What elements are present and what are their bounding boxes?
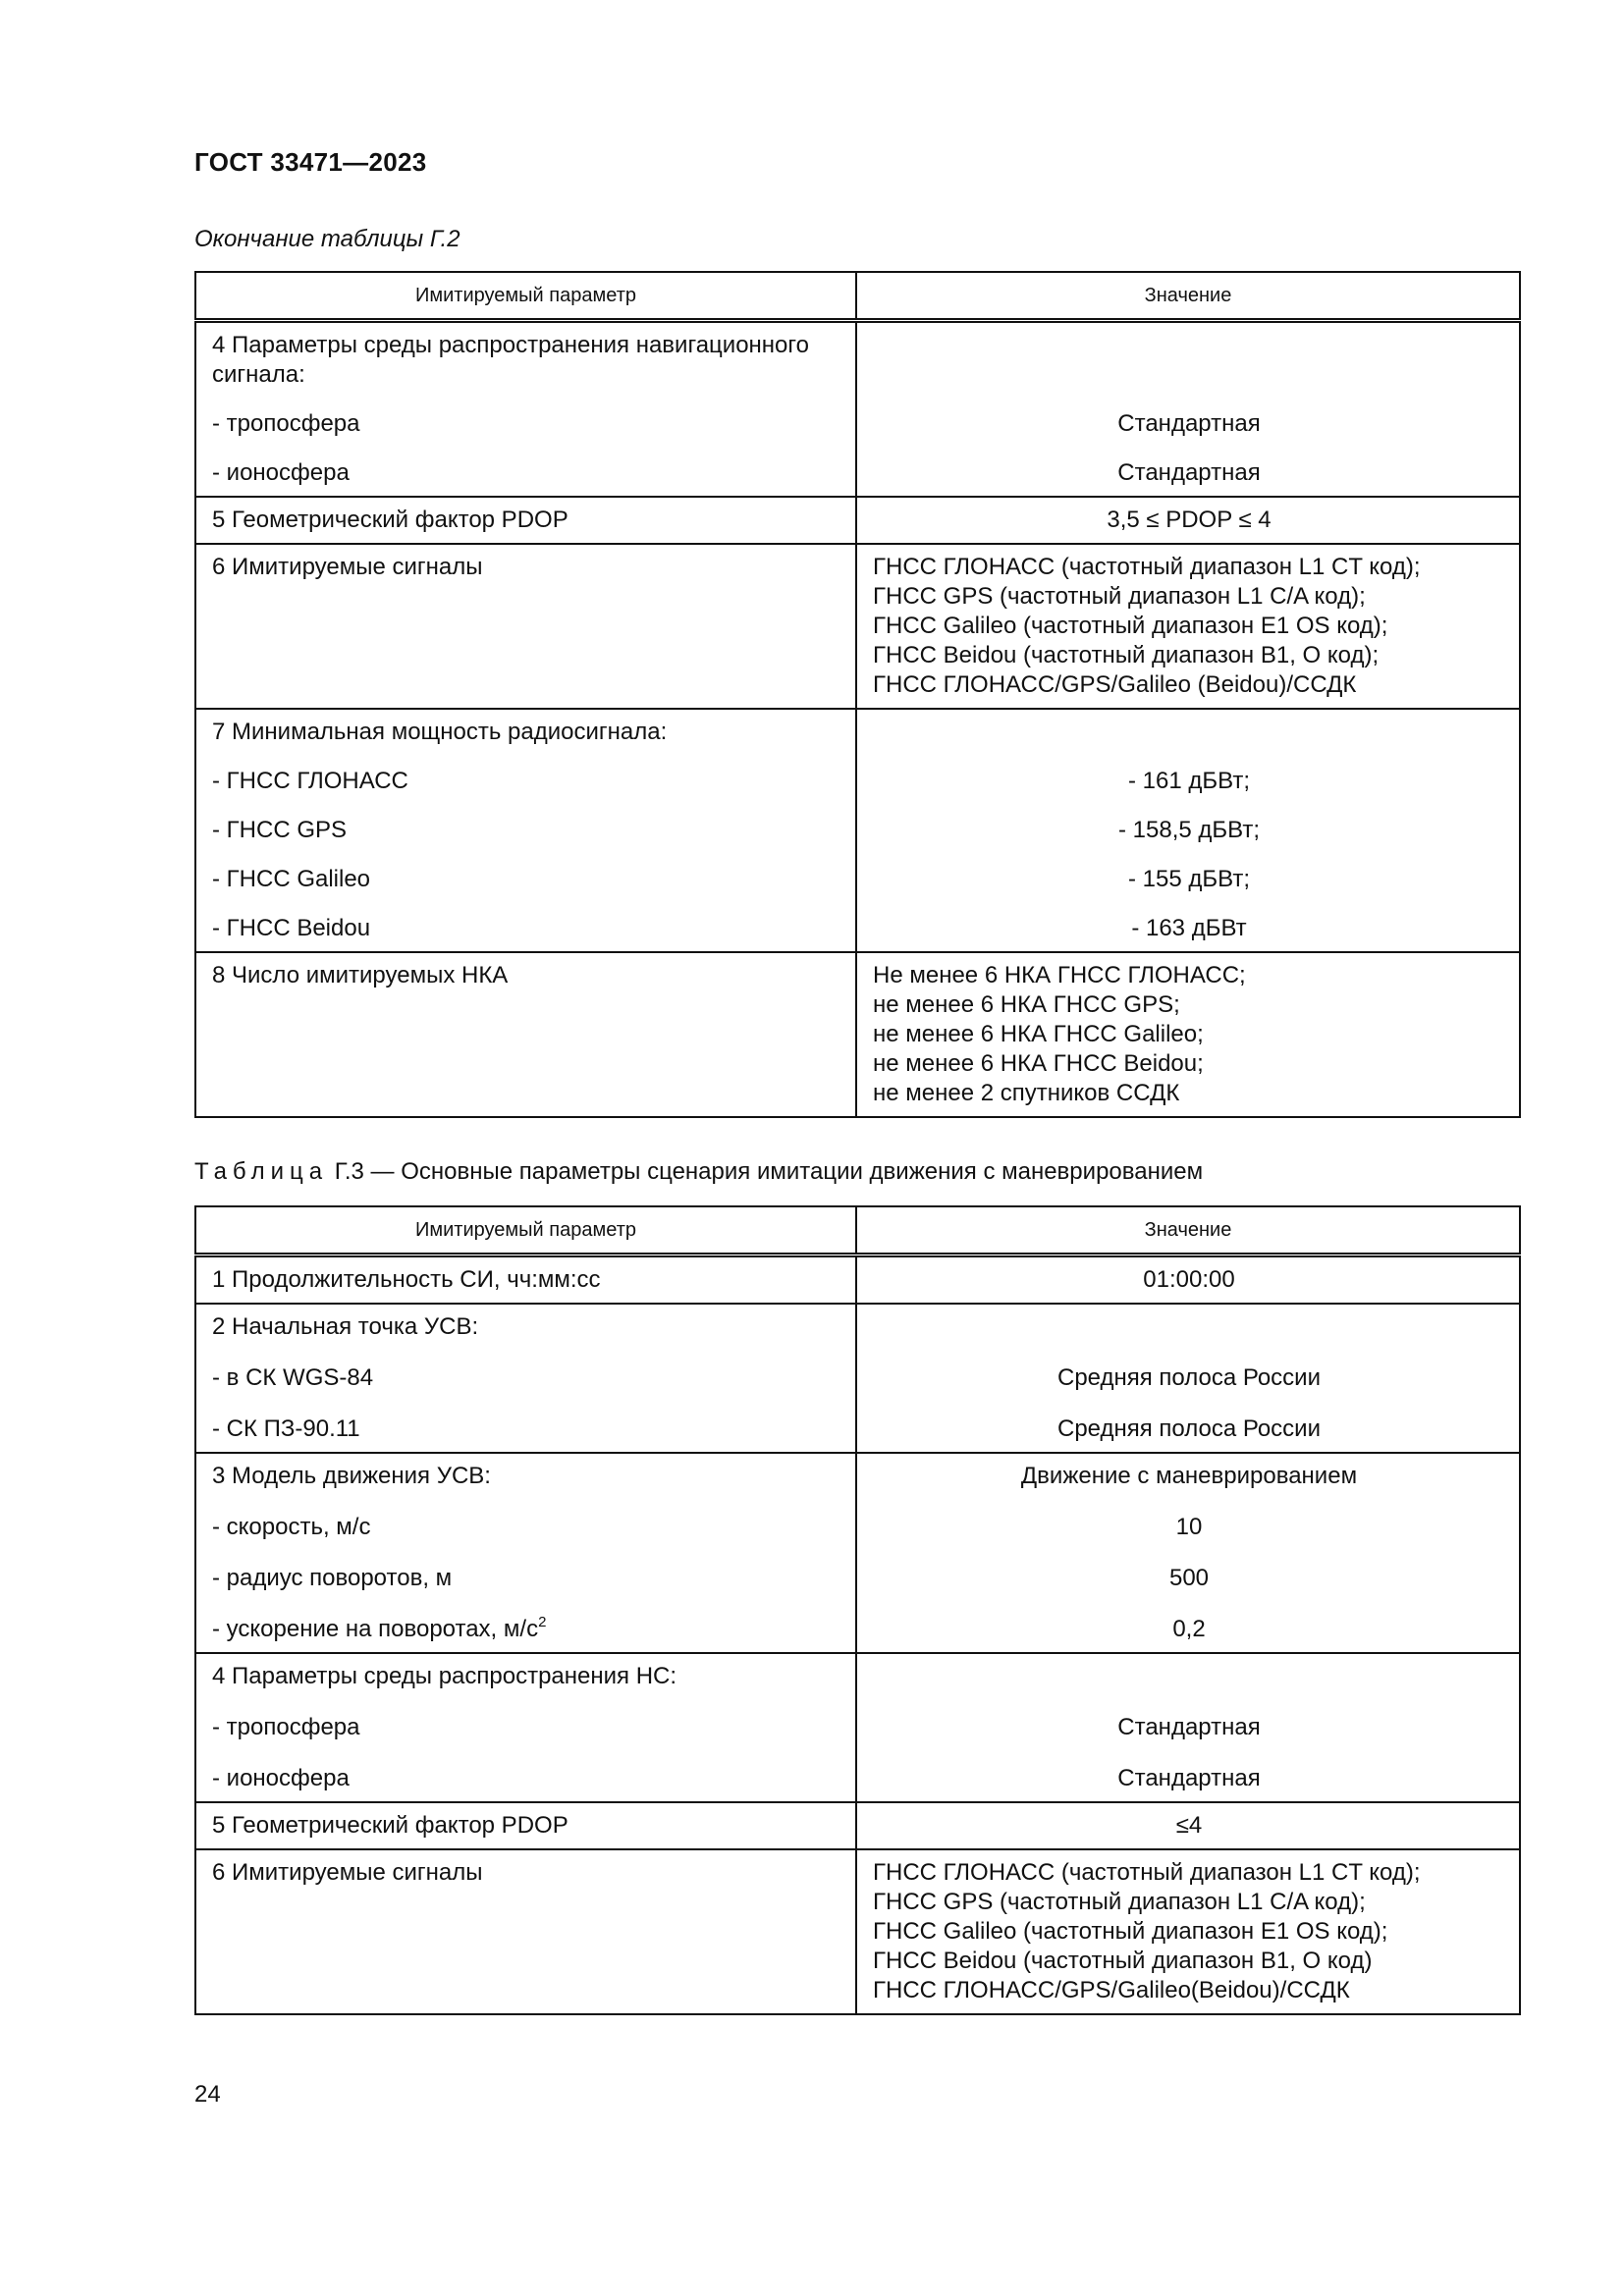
parameter-line: - ионосфера bbox=[212, 459, 350, 486]
value-line bbox=[873, 718, 1505, 747]
parameter-line: 5 Геометрический фактор PDOP bbox=[212, 507, 568, 533]
parameter-cell bbox=[195, 1304, 856, 1453]
value-line: - 158,5 дБВт; bbox=[1117, 817, 1260, 843]
parameter-cell bbox=[195, 709, 856, 952]
value-line: не менее 6 НКА ГНСС Galileo; bbox=[873, 1021, 1204, 1047]
table-caption-title: — Основные параметры сценария имитации движения с маневрированием bbox=[370, 1158, 1204, 1185]
table-continuation-caption: Окончание таблицы Г.2 bbox=[194, 226, 460, 252]
value-line: ГНСС ГЛОНАСС (частотный диапазон L1 CT код); bbox=[873, 1859, 1421, 1886]
parameter-line: - тропосфера bbox=[212, 410, 360, 437]
value-line: Средняя полоса России bbox=[1057, 1364, 1321, 1391]
value-line: не менее 2 спутников ССДК bbox=[873, 1080, 1180, 1106]
value-line: Движение с маневрированием bbox=[1020, 1463, 1358, 1489]
value-line: Стандартная bbox=[1117, 459, 1261, 486]
value-line bbox=[873, 331, 1505, 360]
table-caption-number: Г.3 bbox=[334, 1158, 364, 1185]
page-number: 24 bbox=[194, 2081, 221, 2108]
table-g3-caption bbox=[194, 1158, 1203, 1186]
table-g2-end bbox=[194, 271, 1521, 1118]
parameter-line: - ГНСС Galileo bbox=[212, 866, 371, 892]
value-line: ГНСС ГЛОНАСС/GPS/Galileo (Beidou)/ССДК bbox=[873, 671, 1357, 698]
value-line: Стандартная bbox=[1117, 410, 1261, 437]
column-header-parameter: Имитируемый параметр bbox=[195, 272, 856, 321]
value-cell bbox=[856, 1255, 1520, 1305]
table-row bbox=[195, 1304, 1520, 1453]
value-cell bbox=[856, 1453, 1520, 1653]
parameter-line: - ионосфера bbox=[212, 1765, 350, 1791]
parameter-line-text: - ускорение на поворотах, м/с bbox=[212, 1616, 539, 1642]
table-header-row bbox=[195, 272, 1520, 321]
value-line: ГНСС Beidou (частотный диапазон B1, O код); bbox=[873, 642, 1380, 668]
parameter-cell bbox=[195, 321, 856, 498]
value-cell bbox=[856, 1849, 1520, 2014]
value-line: не менее 6 НКА ГНСС GPS; bbox=[873, 991, 1180, 1018]
value-line: 500 bbox=[1168, 1565, 1210, 1591]
column-header-parameter: Имитируемый параметр bbox=[195, 1206, 856, 1255]
value-line bbox=[873, 1312, 1505, 1342]
value-line: ГНСС ГЛОНАСС (частотный диапазон L1 CT код); bbox=[873, 554, 1421, 580]
table-row bbox=[195, 952, 1520, 1117]
value-line: ГНСС Beidou (частотный диапазон B1, O код) bbox=[873, 1948, 1373, 1974]
value-line: ГНСС GPS (частотный диапазон L1 C/A код); bbox=[873, 1889, 1366, 1915]
parameter-line: 6 Имитируемые сигналы bbox=[212, 1859, 483, 1886]
parameter-line: - скорость, м/с bbox=[212, 1514, 371, 1540]
table-row bbox=[195, 497, 1520, 544]
table-row bbox=[195, 1653, 1520, 1802]
value-cell bbox=[856, 1802, 1520, 1849]
value-cell bbox=[856, 952, 1520, 1117]
table-caption-label: Таблица bbox=[194, 1158, 329, 1185]
parameter-cell bbox=[195, 1453, 856, 1653]
table-row bbox=[195, 321, 1520, 498]
parameter-line: сигнала: bbox=[212, 361, 305, 388]
value-line: - 163 дБВт bbox=[1131, 915, 1247, 941]
table-header-row bbox=[195, 1206, 1520, 1255]
value-cell bbox=[856, 544, 1520, 709]
parameter-line: 5 Геометрический фактор PDOP bbox=[212, 1812, 568, 1839]
value-line: 3,5 ≤ PDOP ≤ 4 bbox=[1107, 507, 1272, 533]
value-line: 0,2 bbox=[1172, 1616, 1206, 1642]
value-cell bbox=[856, 1304, 1520, 1453]
column-header-value: Значение bbox=[856, 272, 1520, 321]
value-cell bbox=[856, 321, 1520, 498]
value-line: ГНСС ГЛОНАСС/GPS/Galileo(Beidou)/ССДК bbox=[873, 1977, 1350, 2003]
column-header-value: Значение bbox=[856, 1206, 1520, 1255]
parameter-cell bbox=[195, 1653, 856, 1802]
parameter-cell bbox=[195, 1849, 856, 2014]
parameter-line: - ГНСС ГЛОНАСС bbox=[212, 768, 408, 794]
value-line: ГНСС Galileo (частотный диапазон E1 OS код); bbox=[873, 1918, 1388, 1945]
parameter-line: 4 Параметры среды распространения НС: bbox=[212, 1663, 677, 1689]
value-cell bbox=[856, 497, 1520, 544]
parameter-cell bbox=[195, 1802, 856, 1849]
table-row bbox=[195, 709, 1520, 952]
value-line: Стандартная bbox=[1117, 1714, 1261, 1740]
value-line: Стандартная bbox=[1117, 1765, 1261, 1791]
table-row bbox=[195, 1802, 1520, 1849]
value-line: не менее 6 НКА ГНСС Beidou; bbox=[873, 1050, 1204, 1077]
parameter-line: - тропосфера bbox=[212, 1714, 360, 1740]
table-row bbox=[195, 1453, 1520, 1653]
value-line: Не менее 6 НКА ГНСС ГЛОНАСС; bbox=[873, 962, 1246, 988]
parameter-line: - радиус поворотов, м bbox=[212, 1565, 453, 1591]
superscript: 2 bbox=[538, 1614, 547, 1630]
value-cell bbox=[856, 709, 1520, 952]
parameter-line: - ГНСС GPS bbox=[212, 817, 348, 843]
parameter-line: - СК ПЗ-90.11 bbox=[212, 1415, 360, 1442]
parameter-line: 7 Минимальная мощность радиосигнала: bbox=[212, 719, 668, 745]
parameter-cell bbox=[195, 952, 856, 1117]
value-line: 10 bbox=[1175, 1514, 1203, 1540]
value-line: Средняя полоса России bbox=[1057, 1415, 1321, 1442]
value-line bbox=[873, 1662, 1505, 1691]
table-row bbox=[195, 1849, 1520, 2014]
table-row bbox=[195, 1255, 1520, 1305]
parameter-line: 2 Начальная точка УСВ: bbox=[212, 1313, 479, 1340]
table-row bbox=[195, 544, 1520, 709]
value-line bbox=[873, 360, 1505, 390]
value-line: ГНСС Galileo (частотный диапазон E1 OS код); bbox=[873, 613, 1388, 639]
parameter-cell bbox=[195, 497, 856, 544]
parameter-line: - ГНСС Beidou bbox=[212, 915, 371, 941]
parameter-cell bbox=[195, 1255, 856, 1305]
table-g3 bbox=[194, 1205, 1521, 2015]
value-line: - 155 дБВт; bbox=[1128, 866, 1250, 892]
parameter-line: 6 Имитируемые сигналы bbox=[212, 554, 483, 580]
parameter-line: 1 Продолжительность СИ, чч:мм:сс bbox=[212, 1266, 601, 1293]
parameter-line: 8 Число имитируемых НКА bbox=[212, 962, 509, 988]
parameter-line: 4 Параметры среды распространения навигационного bbox=[212, 332, 809, 358]
parameter-cell bbox=[195, 544, 856, 709]
value-line: 01:00:00 bbox=[1143, 1266, 1235, 1293]
value-line: ГНСС GPS (частотный диапазон L1 C/A код); bbox=[873, 583, 1366, 610]
parameter-line: 3 Модель движения УСВ: bbox=[212, 1463, 491, 1489]
parameter-line: - в СК WGS-84 bbox=[212, 1364, 374, 1391]
value-cell bbox=[856, 1653, 1520, 1802]
value-line: - 161 дБВт; bbox=[1128, 768, 1250, 794]
document-header: ГОСТ 33471—2023 bbox=[194, 147, 427, 177]
value-line: ≤4 bbox=[1175, 1812, 1203, 1839]
parameter-line bbox=[212, 1615, 841, 1644]
